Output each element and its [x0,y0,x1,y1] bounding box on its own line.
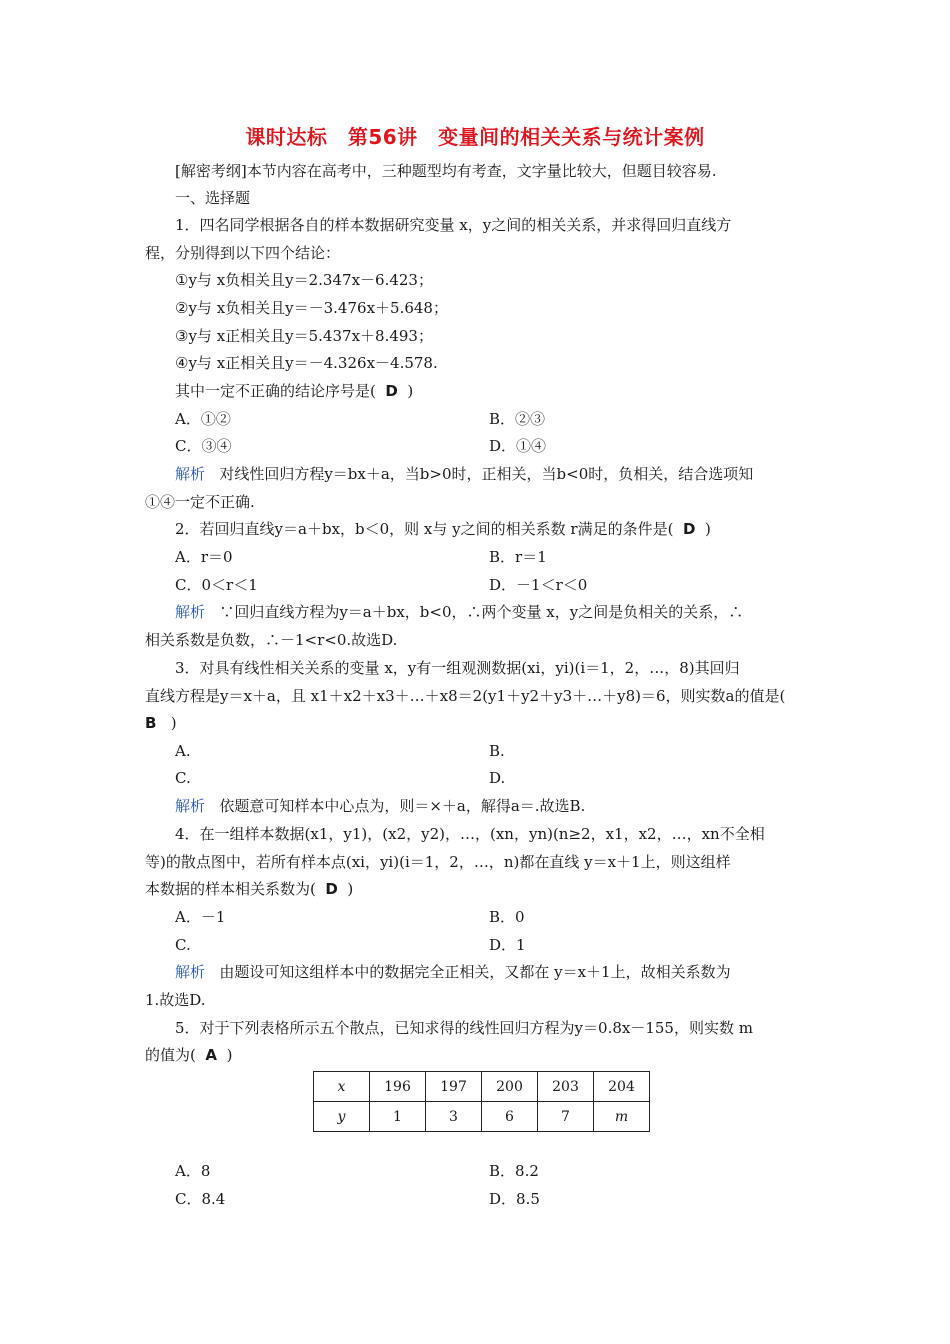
table-cell: 7 [538,1102,594,1132]
table-cell: 3 [426,1102,482,1132]
q5-stem-line1: 5．对于下列表格所示五个散点，已知求得的线性回归方程为y＝0.8x－155，则实数 m [175,1019,753,1037]
q1-answer: D [385,382,398,400]
q2-explanation-line2: 相关系数是负数，∴－1<r<0.故选D. [145,631,398,649]
q2-option-c: C．0＜r＜1 [175,576,258,594]
table-cell: 197 [426,1072,482,1102]
q4-stem-line3 [145,879,353,899]
q5-option-b: B．8.2 [489,1162,539,1180]
scatter-data-table [313,1071,650,1132]
intro-text: [解密考纲]本节内容在高考中，三种题型均有考查，文字量比较大，但题目较容易. [175,162,717,180]
q3-option-c: C. [175,769,191,787]
q2-exp-text: ∵回归直线方程为y＝a＋bx，b<0，∴两个变量 x，y之间是负相关的关系，∴ [219,603,744,621]
q2-jiexi-label: 解析 [175,603,206,621]
q2-answer: D [682,520,696,538]
q1-question [175,381,413,401]
q2-option-b: B．r＝1 [489,548,547,566]
q1-ask-close: ) [407,382,414,400]
q3-stem-line2: 直线方程是y＝x＋a，且 x1＋x2＋x3＋…＋x8＝2(y1＋y2＋y3＋…＋y8)＝6，则实数a的值是( [145,687,786,705]
table-cell: m [594,1102,650,1132]
q3-jiexi-label: 解析 [175,797,206,815]
q1-stem-line1: 1．四名同学根据各自的样本数据研究变量 x，y之间的相关关系，并求得回归直线方 [175,216,732,234]
q5-option-d: D．8.5 [489,1190,540,1208]
table-cell: 6 [482,1102,538,1132]
q3-stem-line1: 3．对具有线性相关关系的变量 x，y有一组观测数据(xi，yi)(i＝1，2，…，8)其回归 [175,659,740,677]
q1-jiexi-label: 解析 [175,465,206,483]
table-cell: 203 [538,1072,594,1102]
q3-option-d: D. [489,769,506,787]
q4-jiexi-label: 解析 [175,963,206,981]
q3-explanation [175,796,585,816]
q3-option-b: B. [489,742,505,760]
q5-answer: A [205,1046,218,1064]
q4-option-a: A．－1 [175,908,226,926]
q4-stem-line1: 4．在一组样本数据(x1，y1)，(x2，y2)，…，(xn，yn)(n≥2，x1，x2，…，xn不全相 [175,825,765,843]
q3-answer: B [145,714,157,732]
q2-explanation-line1 [175,602,743,622]
table-row [314,1102,650,1132]
q1-stem-line2: 程，分别得到以下四个结论： [145,244,341,262]
q4-exp-text: 由题设可知这组样本中的数据完全正相关，又都在 y＝x＋1上，故相关系数为 [219,963,731,981]
q4-stem-line2: 等)的散点图中，若所有样本点(xi，yi)(i＝1，2，…，n)都在直线 y＝x＋1上，则这组样 [145,853,731,871]
q2-option-d: D．－1＜r＜0 [489,576,588,594]
q3-option-a: A. [175,742,191,760]
q2-stem-close: ) [704,520,711,538]
q4-stem-close: ) [347,880,354,898]
q3-exp-text: 依题意可知样本中心点为，则＝×＋a，解得a＝.故选B. [219,797,586,815]
q5-stem-close: ) [226,1046,233,1064]
q1-option-c: C．③④ [175,437,232,455]
section-heading: 一、选择题 [175,189,251,207]
q3-stem-close: ) [170,714,177,732]
q4-option-c: C. [175,936,191,954]
q1-item-3: ③y与 x正相关且y＝5.437x＋8.493； [175,327,433,345]
q1-explanation-line1 [175,464,753,484]
q1-item-1: ①y与 x负相关且y＝2.347x－6.423； [175,271,433,289]
q5-stem-text: 的值为( [145,1046,196,1064]
q1-option-b: B．②③ [489,410,546,428]
q4-explanation-line2: 1.故选D. [145,991,206,1009]
q4-option-d: D．1 [489,936,526,954]
q1-option-a: A．①② [175,410,231,428]
table-cell: y [314,1102,370,1132]
table-cell: 200 [482,1072,538,1102]
q4-answer: D [325,880,338,898]
q1-explanation-line2: ①④一定不正确. [145,493,255,511]
q5-option-c: C．8.4 [175,1190,226,1208]
q3-stem-line3 [145,713,177,733]
q2-stem [175,519,711,539]
table-cell: 204 [594,1072,650,1102]
q4-stem-text: 本数据的样本相关系数为( [145,880,316,898]
q2-stem-text: 2．若回归直线y＝a＋bx，b＜0，则 x与 y之间的相关系数 r满足的条件是( [175,520,674,538]
q4-explanation-line1 [175,962,731,982]
q1-option-d: D．①④ [489,437,547,455]
q1-item-4: ④y与 x正相关且y＝－4.326x－4.578. [175,354,438,372]
table-cell: x [314,1072,370,1102]
q4-option-b: B．0 [489,908,525,926]
q1-item-2: ②y与 x负相关且y＝－3.476x＋5.648； [175,299,448,317]
table-row [314,1072,650,1102]
q5-stem-line2 [145,1045,232,1065]
table-cell: 1 [370,1102,426,1132]
q2-option-a: A．r＝0 [175,548,233,566]
q1-exp-text: 对线性回归方程y＝bx＋a，当b>0时，正相关，当b<0时，负相关，结合选项知 [219,465,754,483]
q5-option-a: A．8 [175,1162,211,1180]
page-title: 课时达标 第56讲 变量间的相关关系与统计案例 [245,125,705,149]
table-cell: 196 [370,1072,426,1102]
q1-ask-text: 其中一定不正确的结论序号是( [175,382,376,400]
